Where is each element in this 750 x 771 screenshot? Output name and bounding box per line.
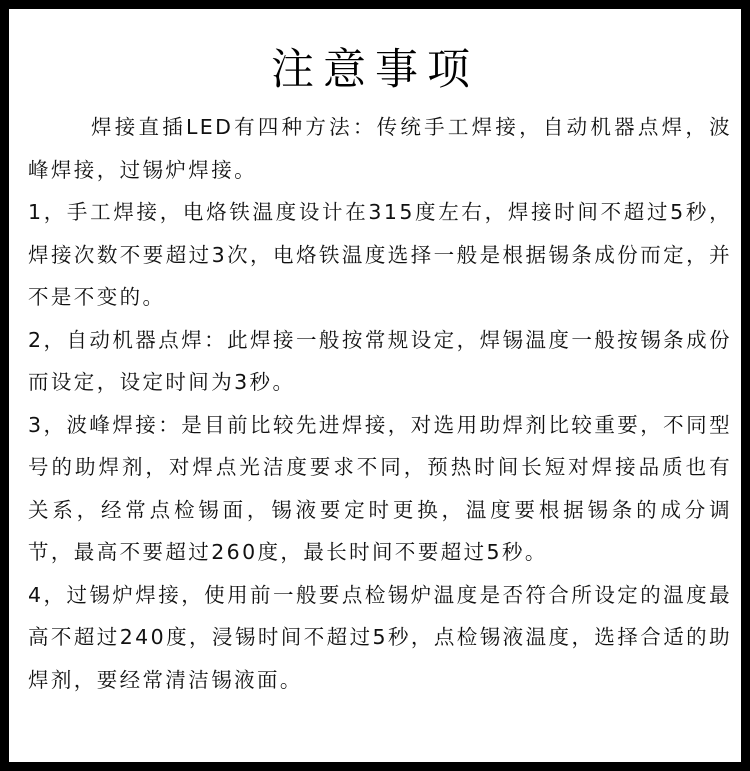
machine-spot-soldering-paragraph: 2，自动机器点焊：此焊接一般按常规设定，焊锡温度一般按锡条成份而设定，设定时间为3秒。 [28, 327, 732, 394]
notice-content [28, 106, 732, 701]
page-title: 注意事项 [271, 45, 479, 95]
tin-furnace-soldering-paragraph: 4，过锡炉焊接，使用前一般要点检锡炉温度是否符合所设定的温度最高不超过240度，浸锡时间不超过5秒，点检锡液温度，选择合适的助焊剂，要经常清洁锡液面。 [28, 582, 732, 692]
notice-sheet [9, 9, 741, 762]
manual-soldering-paragraph: 1，手工焊接，电烙铁温度设计在315度左右，焊接时间不超过5秒，焊接次数不要超过3次，电烙铁温度选择一般是根据锡条成份而定，并不是不变的。 [28, 200, 732, 309]
intro-paragraph: 焊接直插LED有四种方法：传统手工焊接，自动机器点焊，波峰焊接，过锡炉焊接。 [28, 115, 732, 182]
wave-soldering-paragraph: 3，波峰焊接：是目前比较先进焊接，对选用助焊剂比较重要，不同型号的助焊剂，对焊点光洁度要求不同，预热时间长短对焊接品质也有关系，经常点检锡面，锡液要定时更换，温度要根据锡条的成分调节，最高不要超过260度，最长时间不要超过5秒。 [28, 412, 732, 564]
